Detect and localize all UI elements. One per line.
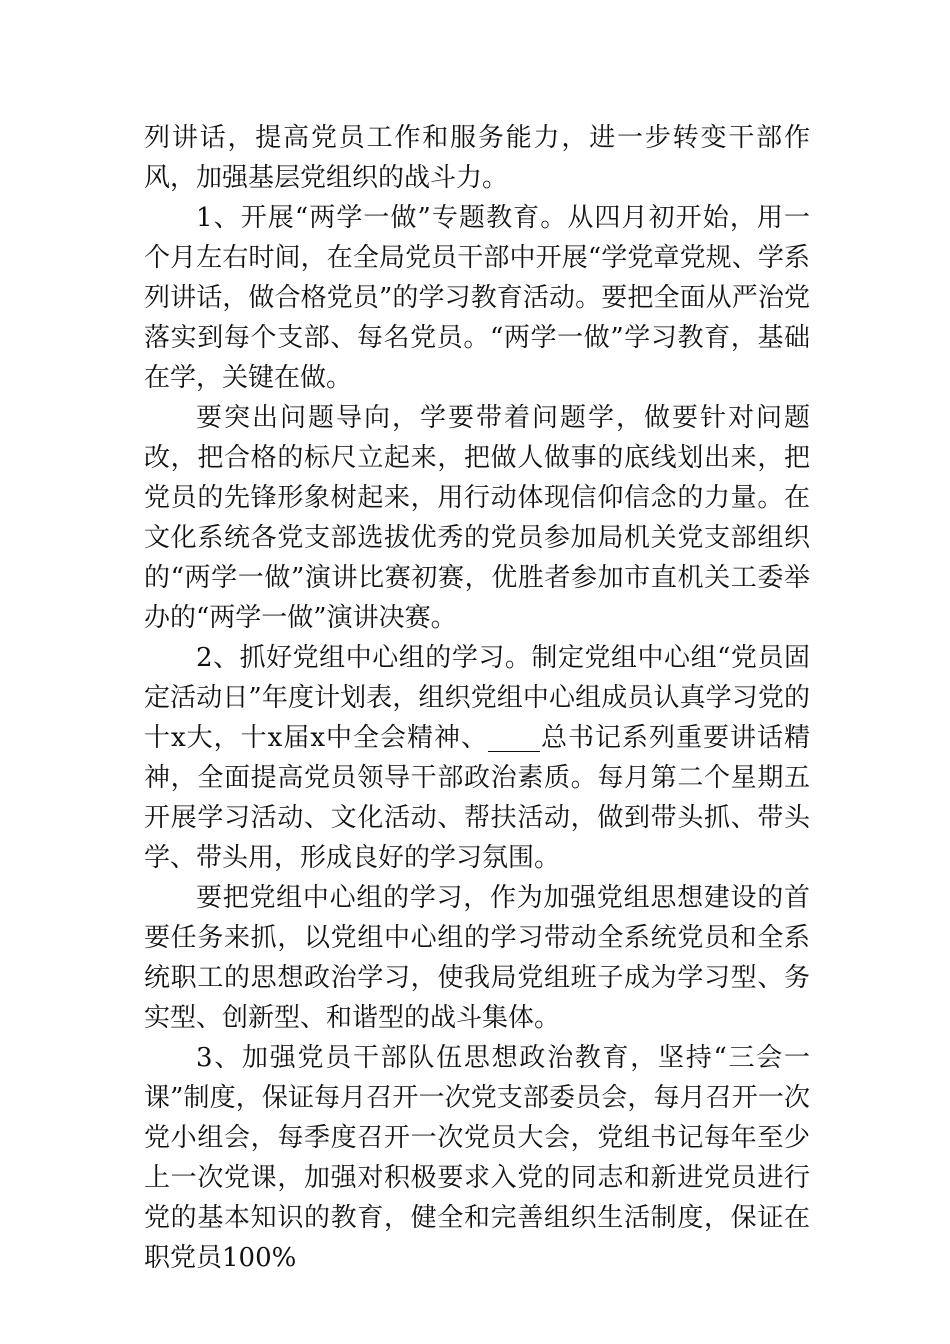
document-body [144, 118, 810, 1278]
paragraph-3: 要突出问题导向，学要带着问题学，做要针对问题改，把合格的标尺立起来，把做人做事的底线划出来，把党员的先锋形象树起来，用行动体现信仰信念的力量。在文化系统各党支部选拔优秀的党员参加局机关党支部组织的“两学一做”演讲比赛初赛，优胜者参加市直机关工委举办的“两学一做”演讲决赛。 [144, 403, 810, 633]
paragraph-5: 要把党组中心组的学习，作为加强党组思想建设的首要任务来抓，以党组中心组的学习带动全系统党员和全系统职工的思想政治学习，使我局党组班子成为学习型、务实型、创新型、和谐型的战斗集体。 [144, 883, 810, 1033]
paragraph-4: 2、抓好党组中心组的学习。制定党组中心组“党员固定活动日”年度计划表，组织党组中心组成员认真学习党的十x大，十x届x中全会精神、____总书记系列重要讲话精神，全面提高党员领导干部政治素质。每月第二个星期五开展学习活动、文化活动、帮扶活动，做到带头抓、带头学、带头用，形成良好的学习氛围。 [144, 643, 810, 873]
paragraph-2: 1、开展“两学一做”专题教育。从四月初开始，用一个月左右时间，在全局党员干部中开展“学党章党规、学系列讲话，做合格党员”的学习教育活动。要把全面从严治党落实到每个支部、每名党员。“两学一做”学习教育，基础在学，关键在做。 [144, 203, 810, 393]
paragraph-6: 3、加强党员干部队伍思想政治教育，坚持“三会一课”制度，保证每月召开一次党支部委员会，每月召开一次党小组会，每季度召开一次党员大会，党组书记每年至少上一次党课，加强对积极要求入党的同志和新进党员进行党的基本知识的教育，健全和完善组织生活制度，保证在职党员100% [144, 1043, 810, 1273]
paragraph-1: 列讲话，提高党员工作和服务能力，进一步转变干部作风，加强基层党组织的战斗力。 [144, 123, 810, 193]
